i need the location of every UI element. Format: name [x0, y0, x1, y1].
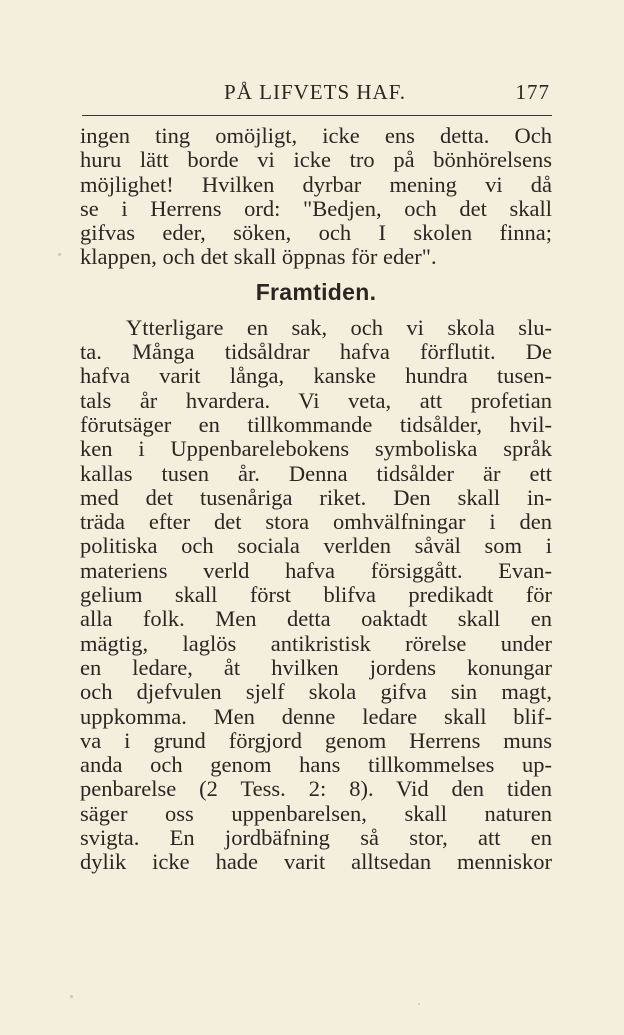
text-line: ta. Många tidsåldrar hafva förflutit. De	[80, 339, 552, 365]
text-line: se i Herrens ord: "Bedjen, och det skall	[80, 195, 552, 221]
text-line: gelium skall först blifva predikadt för	[80, 582, 552, 608]
paper-speck	[418, 1003, 420, 1005]
text-line: anda och genom hans tillkommelses up-	[80, 752, 552, 778]
text-line: hafva varit långa, kanske hundra tusen-	[80, 363, 552, 389]
text-line: penbarelse (2 Tess. 2: 8). Vid den tiden	[80, 776, 552, 802]
text-line: huru lätt borde vi icke tro på bönhörelsens	[80, 147, 552, 173]
text-line: uppkomma. Men denne ledare skall blif-	[80, 703, 552, 729]
text-line: ken i Uppenbarelebokens symboliska språk	[80, 436, 552, 462]
text-line: träda efter det stora omhvälfningar i den	[80, 509, 552, 535]
text-line: mägtig, laglös antikristisk rörelse under	[80, 630, 552, 656]
paper-speck	[70, 995, 73, 998]
text-line: politiska och sociala verlden såväl som i	[80, 533, 552, 559]
text-line: klappen, och det skall öppnas för eder".	[80, 244, 437, 270]
text-line: Ytterligare en sak, och vi skola slu-	[126, 314, 552, 340]
paragraph-1	[80, 124, 552, 270]
text-line: med det tusenåriga riket. Den skall in-	[80, 484, 552, 510]
text-line: ingen ting omöjligt, icke ens detta. Och	[80, 123, 552, 148]
text-line: en ledare, åt hvilken jordens konungar	[80, 654, 552, 680]
running-head	[80, 80, 550, 110]
text-line: materiens verld hafva försiggått. Evan-	[80, 557, 552, 583]
text-line: gifvas eder, söken, och I skolen finna;	[80, 220, 552, 246]
header-rule	[82, 115, 552, 116]
paper-speck	[58, 253, 61, 256]
text-line: möjlighet! Hvilken dyrbar mening vi då	[80, 171, 552, 197]
section-heading: Framtiden.	[255, 278, 377, 305]
text-line: kallas tusen år. Denna tidsålder är ett	[80, 460, 552, 486]
text-line: säger oss uppenbarelsen, skall naturen	[80, 800, 552, 826]
text-line: va i grund förgjord genom Herrens muns	[80, 727, 552, 753]
text-line: alla folk. Men detta oaktadt skall en	[80, 606, 552, 632]
body-text	[80, 124, 552, 875]
text-line: dylik icke hade varit alltsedan menniskor	[80, 849, 552, 875]
text-line: svigta. En jordbäfning så stor, att en	[80, 825, 552, 851]
page-number: 177	[515, 80, 550, 104]
text-line: förutsäger en tillkommande tidsålder, hvil-	[80, 411, 552, 437]
text-line: tals år hvardera. Vi veta, att profetian	[80, 387, 552, 413]
text-line: och djefvulen sjelf skola gifva sin magt,	[80, 679, 552, 705]
paragraph-2	[80, 316, 552, 875]
running-title: PÅ LIFVETS HAF.	[224, 80, 406, 104]
